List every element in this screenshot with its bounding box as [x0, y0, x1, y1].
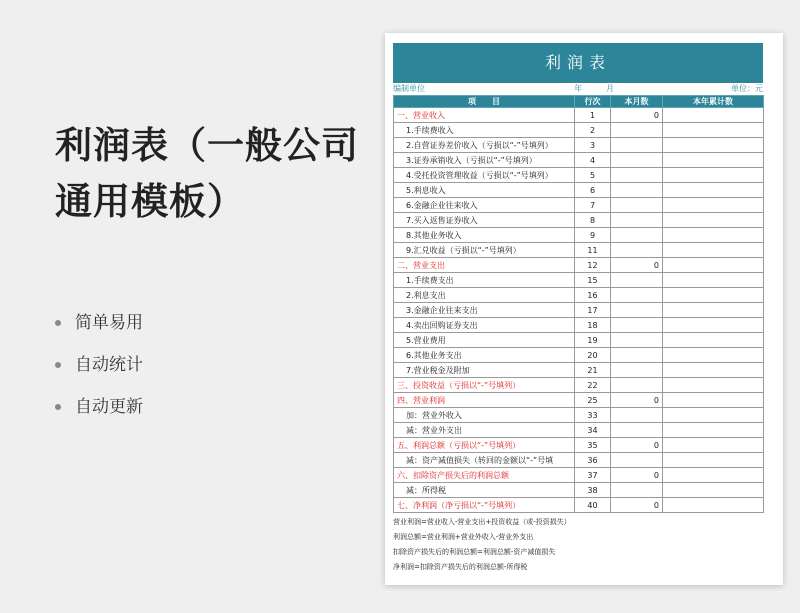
table-row — [394, 138, 764, 153]
cell-ytd[interactable] — [663, 333, 764, 348]
cell-item[interactable]: 8.其他业务收入 — [394, 228, 575, 243]
feature-text: 自动更新 — [75, 397, 143, 417]
cell-ytd[interactable] — [663, 498, 764, 513]
cell-line[interactable]: 11 — [575, 243, 611, 258]
cell-month[interactable] — [611, 228, 663, 243]
table-row — [394, 423, 764, 438]
table-row — [394, 363, 764, 378]
table-row — [394, 243, 764, 258]
cell-month[interactable]: 0 — [611, 258, 663, 273]
feature-item — [55, 394, 143, 436]
cell-month[interactable] — [611, 423, 663, 438]
cell-line[interactable]: 35 — [575, 438, 611, 453]
note-line: 营业利润=营业收入-营业支出+投资收益（或-投资损失） — [393, 518, 571, 526]
cell-ytd[interactable] — [663, 453, 764, 468]
cell-month[interactable] — [611, 483, 663, 498]
cell-line[interactable]: 20 — [575, 348, 611, 363]
table-row — [394, 108, 764, 123]
cell-ytd[interactable] — [663, 348, 764, 363]
table-row — [394, 393, 764, 408]
cell-ytd[interactable] — [663, 483, 764, 498]
cell-month[interactable] — [611, 453, 663, 468]
cell-ytd[interactable] — [663, 303, 764, 318]
note-line: 利润总额=营业利润+营业外收入-营业外支出 — [393, 533, 534, 541]
cell-line[interactable]: 17 — [575, 303, 611, 318]
table-header-row — [394, 96, 764, 108]
table-row — [394, 213, 764, 228]
cell-item[interactable]: 减：营业外支出 — [394, 423, 575, 438]
cell-ytd[interactable] — [663, 198, 764, 213]
cell-month[interactable] — [611, 183, 663, 198]
cell-month[interactable]: 0 — [611, 393, 663, 408]
table-row — [394, 438, 764, 453]
spreadsheet-preview — [385, 33, 783, 585]
table-row — [394, 453, 764, 468]
cell-item[interactable]: 四、营业利润 — [394, 393, 575, 408]
note-line: 扣除资产损失后的利润总额=利润总额-资产减值损失 — [393, 548, 556, 556]
bullet-dot-icon — [55, 320, 61, 326]
year-label: 年 — [574, 84, 582, 93]
cell-line[interactable]: 4 — [575, 153, 611, 168]
cell-item[interactable]: 2.自营证券差价收入（亏损以“-”号填列） — [394, 138, 575, 153]
cell-item[interactable]: 减：资产减值损失（转回的金额以“-”号填 — [394, 453, 575, 468]
bullet-dot-icon — [55, 404, 61, 410]
cell-month[interactable] — [611, 303, 663, 318]
cell-line[interactable]: 40 — [575, 498, 611, 513]
cell-month[interactable] — [611, 153, 663, 168]
cell-ytd[interactable] — [663, 273, 764, 288]
cell-item[interactable]: 1.手续费支出 — [394, 273, 575, 288]
table-row — [394, 183, 764, 198]
note-line: 净利润=扣除资产损失后的利润总额-所得税 — [393, 563, 528, 571]
cell-line[interactable]: 3 — [575, 138, 611, 153]
table-row — [394, 348, 764, 363]
table-row — [394, 228, 764, 243]
cell-ytd[interactable] — [663, 468, 764, 483]
sheet-title: 利润表 — [393, 43, 763, 83]
cell-line[interactable]: 1 — [575, 108, 611, 123]
cell-ytd[interactable] — [663, 123, 764, 138]
currency-label: 单位：元 — [731, 84, 763, 93]
table-row — [394, 303, 764, 318]
cell-line[interactable]: 12 — [575, 258, 611, 273]
income-table — [393, 95, 764, 513]
cell-line[interactable]: 9 — [575, 228, 611, 243]
cell-line[interactable]: 16 — [575, 288, 611, 303]
cell-month[interactable] — [611, 198, 663, 213]
table-row — [394, 408, 764, 423]
cell-ytd[interactable] — [663, 378, 764, 393]
cell-line[interactable]: 6 — [575, 183, 611, 198]
table-row — [394, 483, 764, 498]
cell-line[interactable]: 33 — [575, 408, 611, 423]
cell-month[interactable] — [611, 243, 663, 258]
cell-item[interactable]: 七、净利润（净亏损以“-”号填列） — [394, 498, 575, 513]
cell-month[interactable] — [611, 333, 663, 348]
header-item: 项 目 — [394, 96, 575, 108]
cell-item[interactable]: 6.其他业务支出 — [394, 348, 575, 363]
cell-ytd[interactable] — [663, 138, 764, 153]
table-row — [394, 168, 764, 183]
table-row — [394, 468, 764, 483]
cell-ytd[interactable] — [663, 423, 764, 438]
table-row — [394, 153, 764, 168]
table-row — [394, 198, 764, 213]
header-line: 行次 — [575, 96, 611, 108]
cell-item[interactable]: 9.汇兑收益（亏损以“-”号填列） — [394, 243, 575, 258]
cell-month[interactable] — [611, 363, 663, 378]
table-row — [394, 498, 764, 513]
cell-month[interactable] — [611, 348, 663, 363]
page-title: 利润表（一般公司通用模板） — [55, 124, 359, 223]
cell-item[interactable]: 五、利润总额（亏损以“-”号填列） — [394, 438, 575, 453]
cell-month[interactable] — [611, 318, 663, 333]
cell-month[interactable] — [611, 138, 663, 153]
cell-line[interactable]: 36 — [575, 453, 611, 468]
cell-month[interactable] — [611, 378, 663, 393]
cell-item[interactable]: 5.营业费用 — [394, 333, 575, 348]
cell-ytd[interactable] — [663, 318, 764, 333]
cell-ytd[interactable] — [663, 288, 764, 303]
feature-item — [55, 310, 143, 352]
table-row — [394, 123, 764, 138]
cell-item[interactable]: 7.买入返售证券收入 — [394, 213, 575, 228]
cell-item[interactable]: 3.证券承销收入（亏损以“-”号填列） — [394, 153, 575, 168]
cell-ytd[interactable] — [663, 258, 764, 273]
table-row — [394, 318, 764, 333]
bullet-dot-icon — [55, 362, 61, 368]
cell-item[interactable]: 减：所得税 — [394, 483, 575, 498]
table-row — [394, 288, 764, 303]
cell-ytd[interactable] — [663, 408, 764, 423]
cell-line[interactable]: 15 — [575, 273, 611, 288]
cell-line[interactable]: 19 — [575, 333, 611, 348]
cell-line[interactable]: 8 — [575, 213, 611, 228]
cell-month[interactable]: 0 — [611, 498, 663, 513]
cell-month[interactable] — [611, 123, 663, 138]
feature-text: 自动统计 — [75, 355, 143, 375]
month-label: 月 — [606, 84, 614, 93]
table-row — [394, 378, 764, 393]
cell-ytd[interactable] — [663, 213, 764, 228]
cell-line[interactable]: 2 — [575, 123, 611, 138]
cell-ytd[interactable] — [663, 228, 764, 243]
meta-row — [393, 83, 763, 95]
cell-ytd[interactable] — [663, 183, 764, 198]
cell-ytd[interactable] — [663, 243, 764, 258]
cell-item[interactable]: 2.利息支出 — [394, 288, 575, 303]
cell-item[interactable]: 加：营业外收入 — [394, 408, 575, 423]
cell-item[interactable]: 4.受托投资管理收益（亏损以“-”号填列） — [394, 168, 575, 183]
cell-item[interactable]: 三、投资收益（亏损以“-”号填列） — [394, 378, 575, 393]
unit-label: 编制单位 — [393, 84, 425, 93]
cell-line[interactable]: 5 — [575, 168, 611, 183]
formula-notes — [393, 515, 763, 575]
cell-item[interactable]: 3.金融企业往来支出 — [394, 303, 575, 318]
cell-line[interactable]: 7 — [575, 198, 611, 213]
cell-item[interactable]: 一、营业收入 — [394, 108, 575, 123]
cell-month[interactable] — [611, 408, 663, 423]
cell-ytd[interactable] — [663, 108, 764, 123]
cell-item[interactable]: 二、营业支出 — [394, 258, 575, 273]
feature-list — [55, 310, 143, 436]
cell-line[interactable]: 37 — [575, 468, 611, 483]
table-row — [394, 333, 764, 348]
cell-month[interactable]: 0 — [611, 468, 663, 483]
cell-item[interactable]: 5.利息收入 — [394, 183, 575, 198]
cell-line[interactable]: 22 — [575, 378, 611, 393]
cell-month[interactable]: 0 — [611, 108, 663, 123]
cell-ytd[interactable] — [663, 438, 764, 453]
table-row — [394, 258, 764, 273]
cell-ytd[interactable] — [663, 168, 764, 183]
cell-line[interactable]: 38 — [575, 483, 611, 498]
cell-item[interactable]: 4.卖出回购证券支出 — [394, 318, 575, 333]
cell-item[interactable]: 1.手续费收入 — [394, 123, 575, 138]
cell-month[interactable] — [611, 288, 663, 303]
header-month: 本月数 — [611, 96, 663, 108]
cell-month[interactable]: 0 — [611, 438, 663, 453]
cell-item[interactable]: 7.营业税金及附加 — [394, 363, 575, 378]
cell-line[interactable]: 34 — [575, 423, 611, 438]
cell-item[interactable]: 6.金融企业往来收入 — [394, 198, 575, 213]
cell-month[interactable] — [611, 273, 663, 288]
feature-text: 简单易用 — [75, 313, 143, 333]
cell-line[interactable]: 18 — [575, 318, 611, 333]
cell-ytd[interactable] — [663, 153, 764, 168]
header-ytd: 本年累计数 — [663, 96, 764, 108]
cell-month[interactable] — [611, 168, 663, 183]
cell-item[interactable]: 六、扣除资产损失后的利润总额 — [394, 468, 575, 483]
cell-ytd[interactable] — [663, 393, 764, 408]
feature-item — [55, 352, 143, 394]
table-row — [394, 273, 764, 288]
cell-month[interactable] — [611, 213, 663, 228]
cell-line[interactable]: 25 — [575, 393, 611, 408]
cell-ytd[interactable] — [663, 363, 764, 378]
cell-line[interactable]: 21 — [575, 363, 611, 378]
